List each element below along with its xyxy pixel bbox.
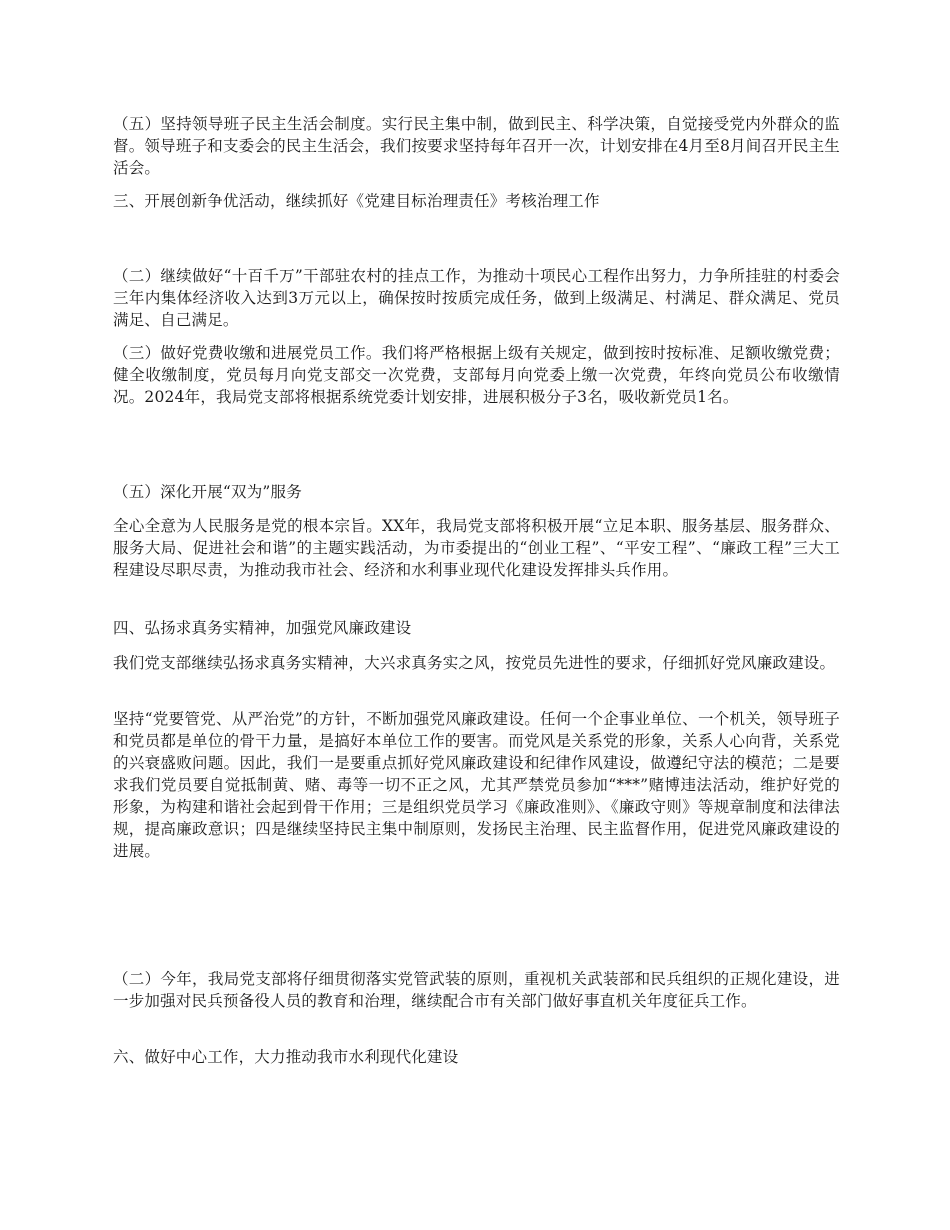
section-heading-6: 六、做好中心工作，大力推动我市水利现代化建设 <box>113 1048 459 1066</box>
paragraph-serve-people: 全心全意为人民服务是党的根本宗旨。XX年，我局党支部将积极开展“立足本职、服务基层、服务群众、服务大局、促进社会和谐”的主题实践活动，为市委提出的“创业工程”、“平安工程”、“廉政工程”三大工程建设尽职尽责，为推动我市社会、经济和水利事业现代化建设发挥排头兵作用。 <box>113 517 840 579</box>
paragraph-party-dues: （三）做好党费收缴和进展党员工作。我们将严格根据上级有关规定，做到按时按标准、足额收缴党费；健全收缴制度，党员每月向党支部交一次党费，支部每月向党委上缴一次党费，年终向党员公布收缴情况。2024年，我局党支部将根据系统党委计划安排，进展积极分子3名，吸收新党员1名。 <box>113 344 840 406</box>
paragraph-militia: （二）今年，我局党支部将仔细贯彻落实党管武装的原则，重视机关武装部和民兵组织的正规化建设，进一步加强对民兵预备役人员的教育和治理，继续配合市有关部门做好事直机关年度征兵工作。 <box>113 970 840 1010</box>
paragraph-democratic-life-meeting: （五）坚持领导班子民主生活会制度。实行民主集中制，做到民主、科学决策，自觉接受党内外群众的监督。领导班子和支委会的民主生活会，我们按要求坚持每年召开一次，计划安排在4月至8月间召开民主生活会。 <box>113 115 840 177</box>
paragraph-pragmatic-spirit: 我们党支部继续弘扬求真务实精神，大兴求真务实之风，按党员先进性的要求，仔细抓好党风廉政建设。 <box>113 654 836 672</box>
paragraph-village-liaison: （二）继续做好“十百千万”干部驻农村的挂点工作，为推动十项民心工程作出努力，力争所挂驻的村委会三年内集体经济收入达到3万元以上，确保按时按质完成任务，做到上级满足、村满足、群众满足、党员满足、自己满足。 <box>113 267 840 329</box>
section-heading-3: 三、开展创新争优活动，继续抓好《党建目标治理责任》考核治理工作 <box>113 192 600 210</box>
paragraph-clean-government: 坚持“党要管党、从严治党”的方针，不断加强党风廉政建设。任何一个企事业单位、一个机关，领导班子和党员都是单位的骨干力量，是搞好本单位工作的要害。而党风是关系党的形象，关系人心向背，关系党的兴衰盛败问题。因此，我们一是要重点抓好党风廉政建设和纪律作风建设，做遵纪守法的模范；二是要求我们党员要自觉抵制黄、赌、毒等一切不正之风，尤其严禁党员参加“***”赌博违法活动，维护好党的形象，为构建和谐社会起到骨干作用；三是组织党员学习《廉政准则》、《廉政守则》等规章制度和法律法规，提高廉政意识；四是继续坚持民主集中制原则，发扬民主治理、民主监督作用，促进党风廉政建设的进展。 <box>113 710 840 860</box>
subsection-heading-shuangwei: （五）深化开展“双为”服务 <box>113 483 302 501</box>
section-heading-4: 四、弘扬求真务实精神，加强党风廉政建设 <box>113 619 412 637</box>
